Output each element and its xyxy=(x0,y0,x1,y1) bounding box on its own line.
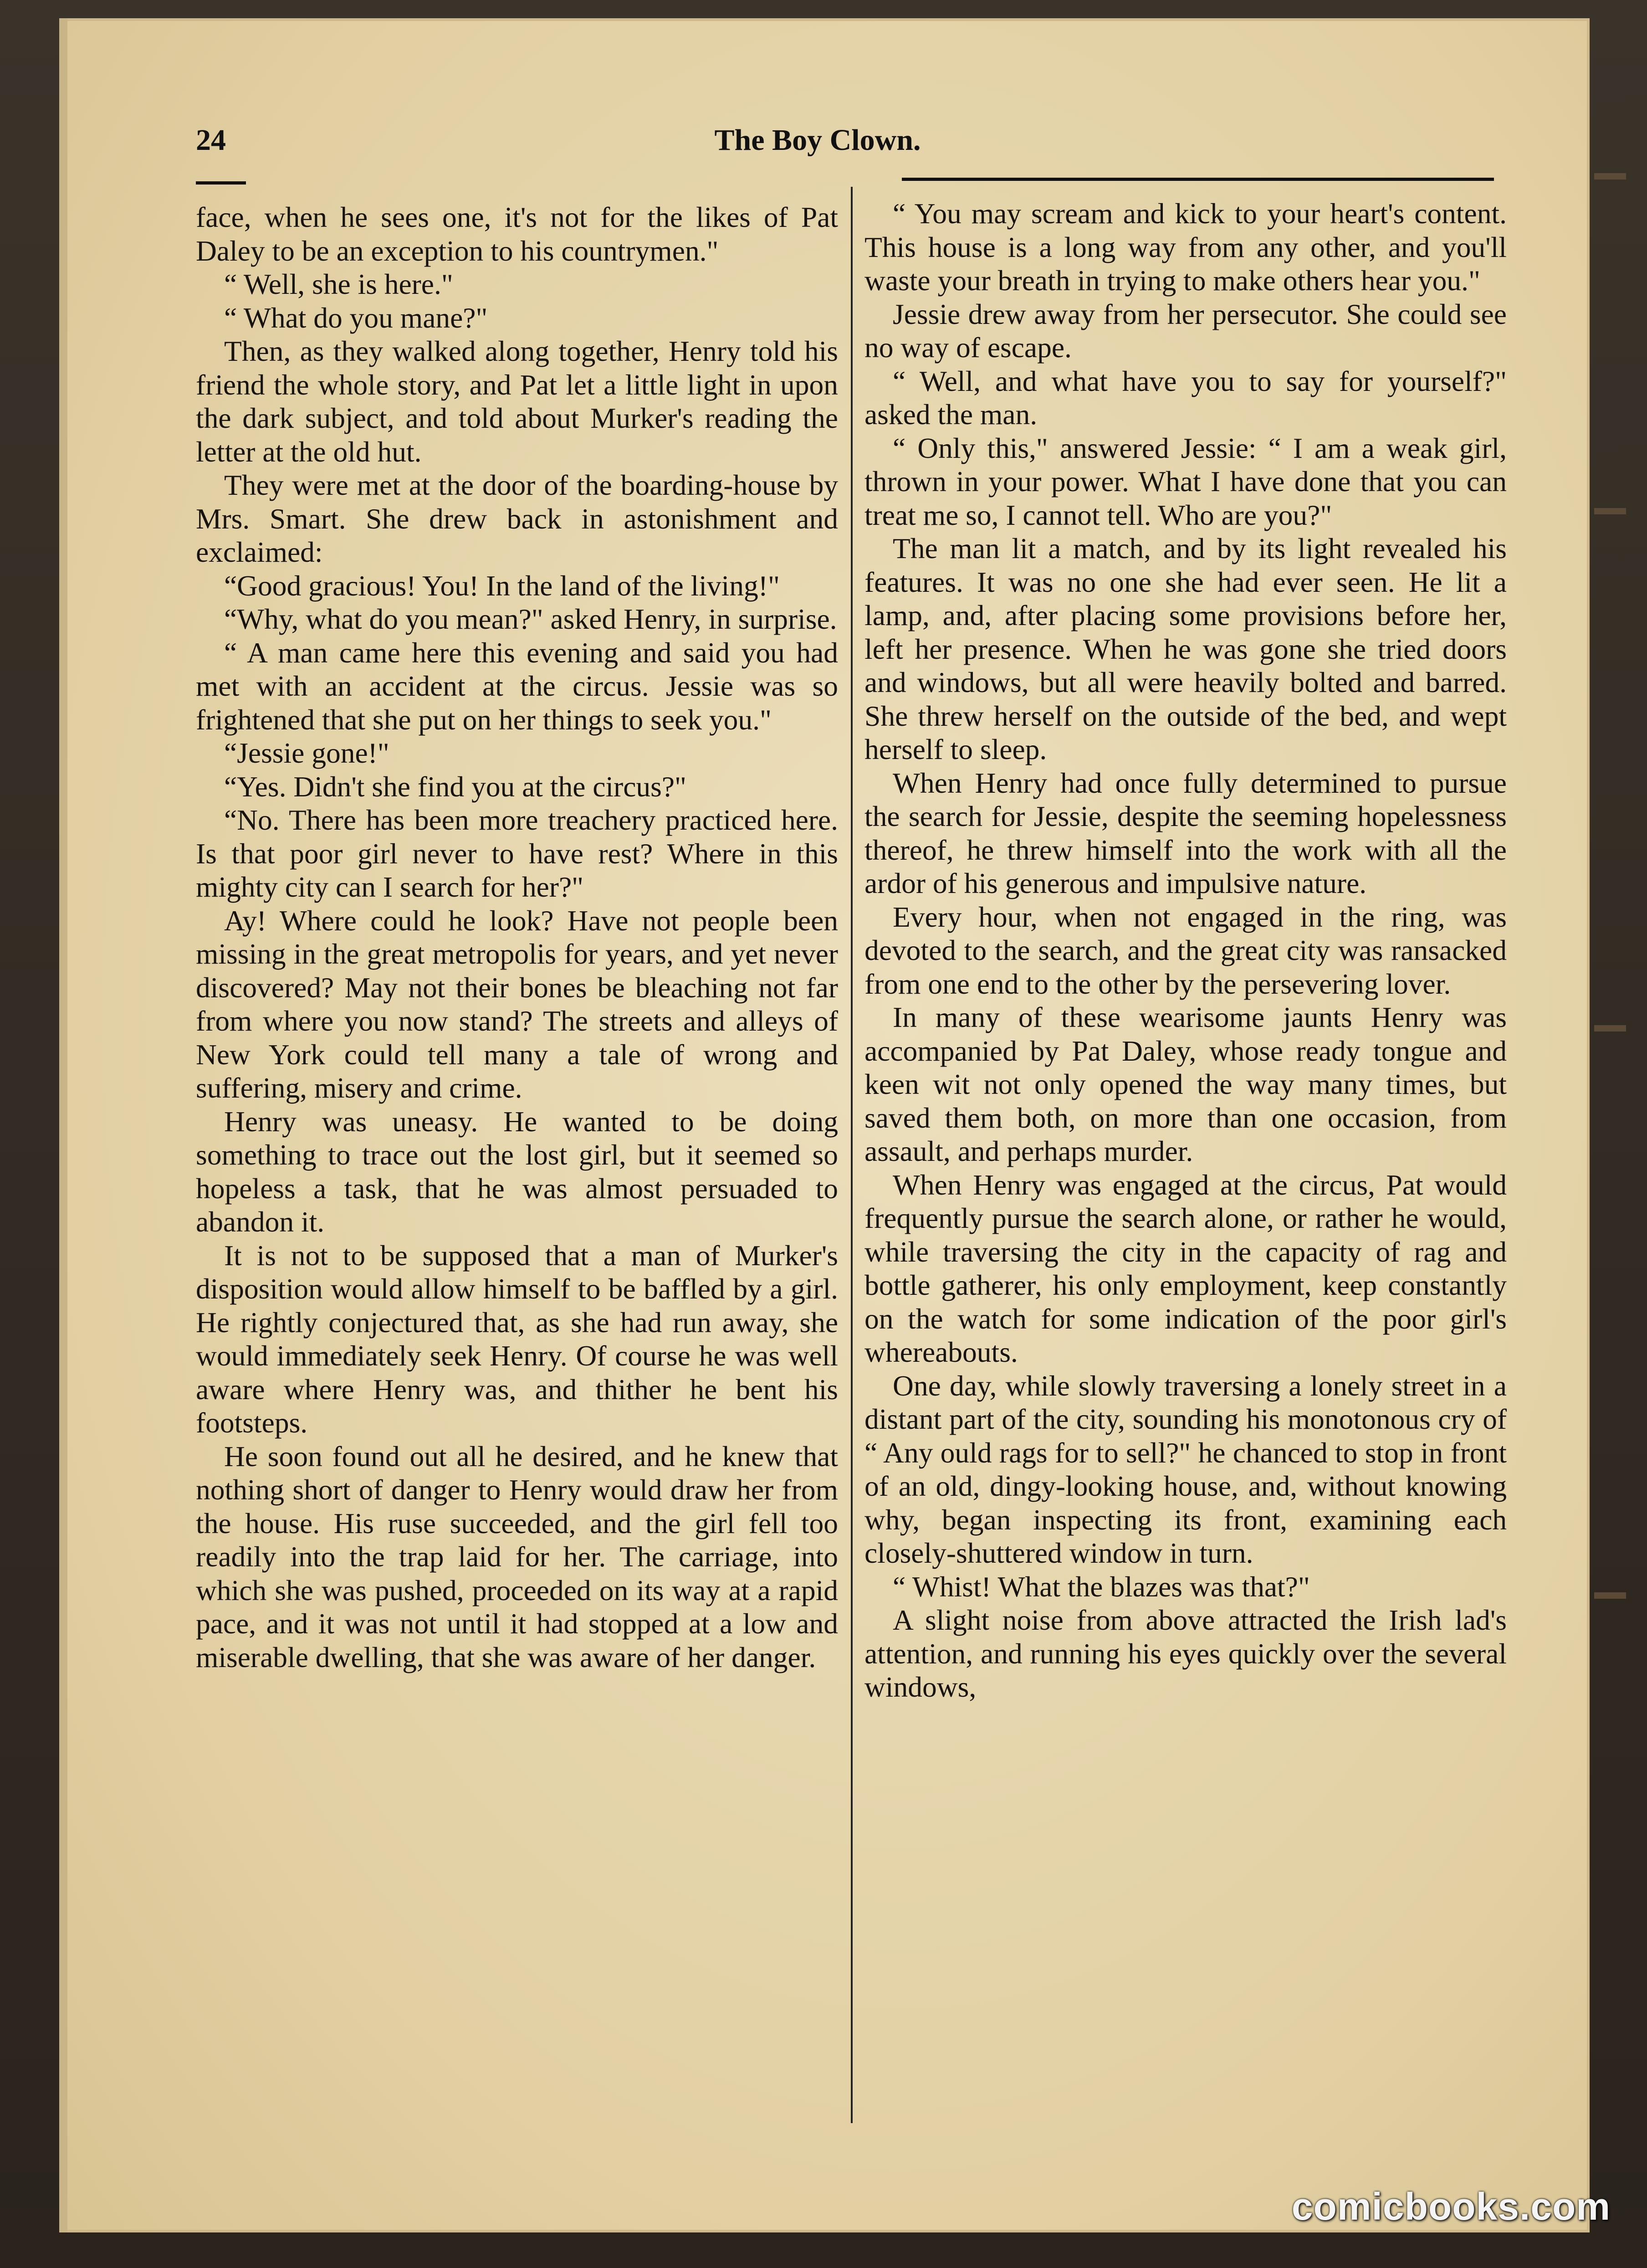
header-rule-left xyxy=(196,181,246,185)
header-rule-right xyxy=(902,178,1494,181)
watermark-logo: comicbooks.com xyxy=(1291,2185,1611,2228)
paragraph: “ A man came here this evening and said you had met with an accident at the circus. Jessie was so frightened that she put on her things to seek you." xyxy=(196,636,838,736)
paragraph: “ Well, and what have you to say for yourself?" asked the man. xyxy=(864,364,1507,431)
paragraph: “Yes. Didn't she find you at the circus?" xyxy=(224,770,686,803)
paragraph: The man lit a match, and by its light revealed his features. It was no one she had ever seen. He lit a lamp, and, after placing some provisions before her, left her presence. When he was gone she tried doors and windows, but all were heavily bolted and barred. She threw herself on the outside of the bed, and wept herself to sleep. xyxy=(864,532,1507,765)
paragraph: A slight noise from above attracted the Irish lad's attention, and running his eyes quickly over the several windows, xyxy=(864,1604,1507,1703)
binding-tab xyxy=(1594,1592,1626,1599)
binding-tab xyxy=(1594,1025,1626,1031)
binding-tab xyxy=(1594,173,1626,180)
page-title: The Boy Clown. xyxy=(714,123,921,157)
paragraph: Then, as they walked along together, Henry told his friend the whole story, and Pat let a little light in upon the dark subject, and told about Murker's reading the letter at the old hut. xyxy=(196,335,838,468)
paragraph: face, when he sees one, it's not for the likes of Pat Daley to be an exception to his countrymen." xyxy=(196,201,838,267)
paragraph: “Good gracious! You! In the land of the living!" xyxy=(224,569,780,602)
paragraph: “Jessie gone!" xyxy=(224,737,389,769)
paragraph: “ Only this," answered Jessie: “ I am a weak girl, thrown in your power. What I have done that you can treat me so, I cannot tell. Who are you?" xyxy=(864,431,1507,531)
paragraph: “ Well, she is here." xyxy=(224,268,453,300)
paragraph: “ Whist! What the blazes was that?" xyxy=(893,1570,1310,1603)
paragraph: Jessie drew away from her persecutor. She could see no way of escape. xyxy=(864,298,1507,364)
paragraph: When Henry was engaged at the circus, Pat would frequently pursue the search alone, or rather he would, while traversing the city in the capacity of rag and bottle gatherer, his only employment, keep constantly on the watch for some indication of the poor girl's whereabouts. xyxy=(864,1168,1507,1368)
right-text-column xyxy=(864,197,1507,1704)
paragraph: “Why, what do you mean?" asked Henry, in surprise. xyxy=(224,603,837,635)
paragraph: One day, while slowly traversing a lonely street in a distant part of the city, sounding his monotonous cry of “ Any ould rags for to sell?" he chanced to stop in front of an old, dingy-looking house, and, without knowing why, began inspecting its front, examining each closely-shuttered window in turn. xyxy=(864,1369,1507,1569)
paragraph: It is not to be supposed that a man of Murker's disposition would allow himself to be baffled by a girl. He rightly conjectured that, as she had run away, she would immediately seek Henry. Of course he was well aware where Henry was, and thither he bent his footsteps. xyxy=(196,1239,838,1439)
page-gutter xyxy=(59,18,67,2232)
paragraph: He soon found out all he desired, and he knew that nothing short of danger to Henry would draw her from the house. His ruse succeeded, and the girl fell too readily into the trap laid for her. The carriage, into which she was pushed, proceeded on its way at a rapid pace, and it was not until it had stopped at a low and miserable dwelling, that she was aware of her danger. xyxy=(196,1440,838,1673)
column-divider xyxy=(851,187,853,2123)
paragraph: In many of these wearisome jaunts Henry was accompanied by Pat Daley, whose ready tongue and keen wit not only opened the way many times, but saved them both, on more than one occasion, from assault, and perhaps murder. xyxy=(864,1001,1507,1167)
page-number: 24 xyxy=(196,123,226,157)
paragraph: “ You may scream and kick to your heart's content. This house is a long way from any other, and you'll waste your breath in trying to make others hear you." xyxy=(864,197,1507,297)
binding-tab xyxy=(1594,508,1626,514)
paragraph: Henry was uneasy. He wanted to be doing something to trace out the lost girl, but it seemed so hopeless a task, that he was almost persuaded to abandon it. xyxy=(196,1105,838,1238)
paragraph: Ay! Where could he look? Have not people been missing in the great metropolis for years, and yet never discovered? May not their bones be bleaching not far from where you now stand? The streets and alleys of New York could tell many a tale of wrong and suffering, misery and crime. xyxy=(196,904,838,1104)
paragraph: “No. There has been more treachery practiced here. Is that poor girl never to have rest? Where in this mighty city can I search for her?" xyxy=(196,804,838,903)
left-text-column xyxy=(196,200,838,1674)
running-head xyxy=(137,123,1499,164)
paragraph: “ What do you mane?" xyxy=(224,301,488,334)
paragraph: They were met at the door of the boarding-house by Mrs. Smart. She drew back in astonishment and exclaimed: xyxy=(196,469,838,568)
paragraph: Every hour, when not engaged in the ring, was devoted to the search, and the great city was ransacked from one end to the other by the persevering lover. xyxy=(864,900,1507,1000)
paragraph: When Henry had once fully determined to pursue the search for Jessie, despite the seeming hopelessness thereof, he threw himself into the work with all the ardor of his generous and impulsive nature. xyxy=(864,766,1507,899)
